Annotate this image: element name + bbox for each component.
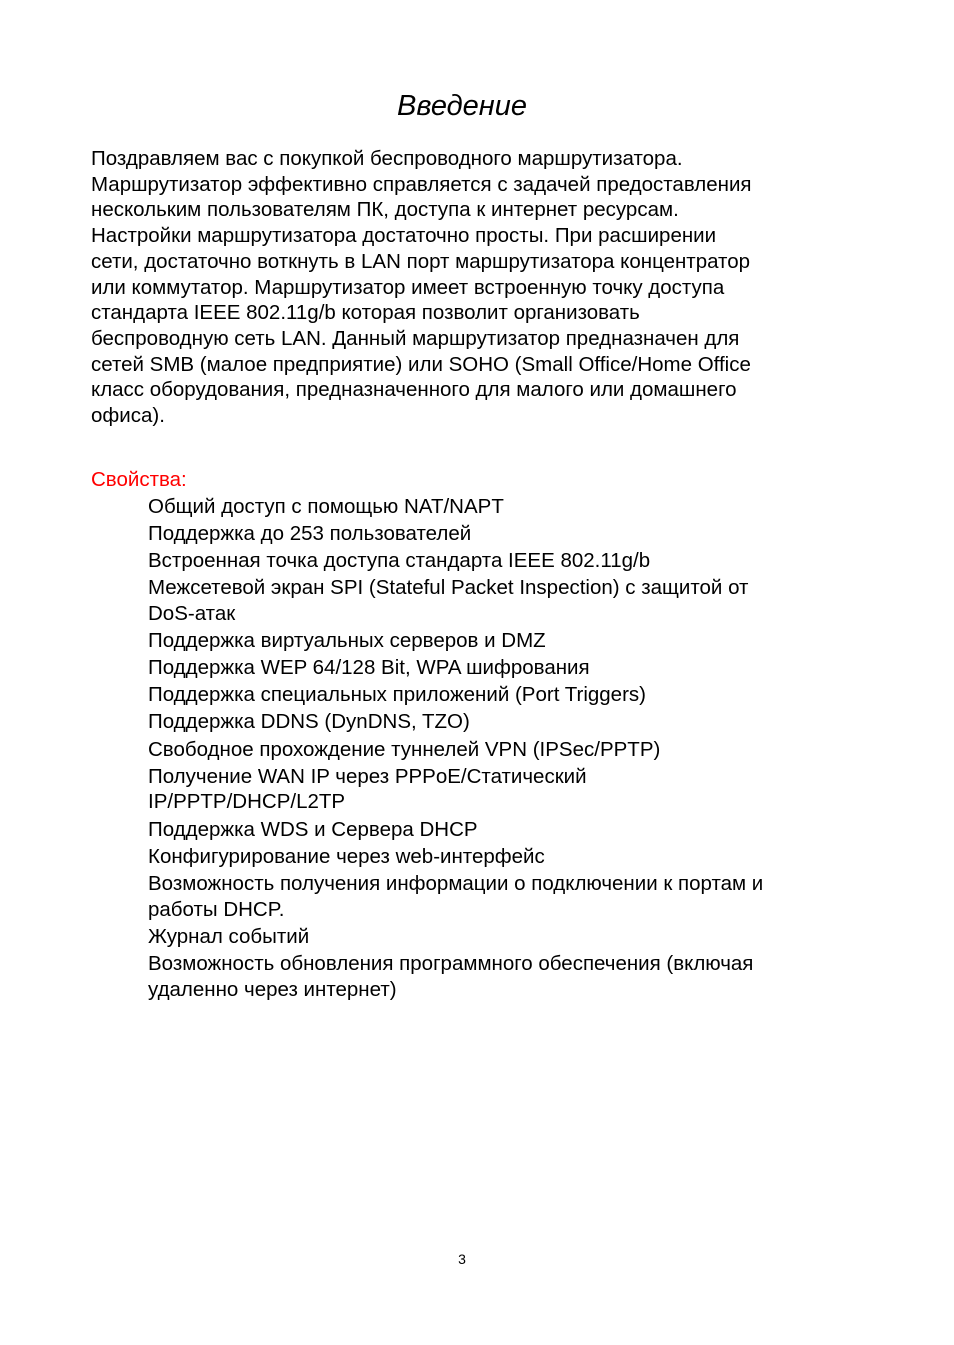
feature-text: Получение WAN IP через PPPoE/Статический	[148, 764, 587, 788]
intro-line: нескольким пользователям ПК, доступа к интернет ресурсам.	[91, 198, 679, 222]
intro-line: сетей SMB (малое предприятие) или SOHO (Small Office/Home Office	[91, 352, 751, 376]
feature-item	[148, 817, 848, 843]
feature-text: Поддержка до 253 пользователей	[148, 522, 472, 546]
feature-item	[148, 521, 848, 547]
feature-item	[148, 682, 848, 708]
feature-text: Общий доступ с помощью NAT/NAPT	[148, 495, 504, 518]
intro-line: Поздравляем вас с покупкой беспроводного маршрутизатора.	[91, 147, 683, 170]
feature-text: DoS-атак	[148, 602, 236, 626]
feature-item	[148, 737, 848, 763]
intro-paragraph	[91, 146, 831, 429]
page-title: Введение	[396, 90, 528, 122]
feature-text: Встроенная точка доступа стандарта IEEE 802.11g/b	[148, 549, 651, 573]
feature-item	[148, 951, 848, 1003]
feature-text: Поддержка WDS и Сервера DHCP	[148, 817, 478, 841]
features-list	[148, 494, 848, 1004]
feature-text: Журнал событий	[148, 924, 310, 948]
feature-item	[148, 709, 848, 735]
feature-text: Межсетевой экран SPI (Stateful Packet Inspection) с защитой от	[148, 576, 749, 600]
feature-item	[148, 844, 848, 870]
feature-item	[148, 764, 848, 816]
feature-text: Поддержка DDNS (DynDNS, TZO)	[148, 710, 470, 734]
feature-text: Поддержка виртуальных серверов и DMZ	[148, 629, 546, 653]
page-number: 3	[458, 1251, 466, 1267]
intro-line: офиса).	[91, 404, 165, 428]
feature-item	[148, 548, 848, 574]
feature-item	[148, 494, 848, 520]
feature-text: Поддержка WEP 64/128 Bit, WPA шифрования	[148, 656, 590, 680]
intro-line: Маршрутизатор эффективно справляется с задачей предоставления	[91, 172, 752, 196]
intro-line: класс оборудования, предназначенного для малого или домашнего	[91, 378, 737, 402]
intro-line: беспроводную сеть LAN. Данный маршрутизатор предназначен для	[91, 326, 740, 350]
intro-line: Настройки маршрутизатора достаточно просты. При расширении	[91, 224, 717, 248]
feature-text: Свободное прохождение туннелей VPN (IPSec/PPTP)	[148, 737, 661, 761]
features-heading: Свойства:	[91, 468, 187, 491]
intro-line: сети, достаточно воткнуть в LAN порт маршрутизатора концентратор	[91, 249, 751, 273]
intro-line: или коммутатор. Маршрутизатор имеет встроенную точку доступа	[91, 275, 725, 299]
feature-item	[148, 628, 848, 654]
feature-text: Поддержка специальных приложений (Port Triggers)	[148, 683, 646, 707]
feature-text: IP/PPTP/DHCP/L2TP	[148, 790, 346, 814]
feature-text: Возможность получения информации о подключении к портам и	[148, 871, 764, 895]
feature-item	[148, 655, 848, 681]
feature-item	[148, 575, 848, 627]
feature-text: работы DHCP.	[148, 897, 285, 921]
feature-item	[148, 871, 848, 923]
feature-item	[148, 924, 848, 950]
feature-text: Возможность обновления программного обеспечения (включая	[148, 951, 754, 975]
intro-line: стандарта IEEE 802.11g/b которая позволит организовать	[91, 301, 640, 325]
feature-text: удаленно через интернет)	[148, 977, 397, 1001]
feature-text: Конфигурирование через web-интерфейс	[148, 844, 545, 868]
